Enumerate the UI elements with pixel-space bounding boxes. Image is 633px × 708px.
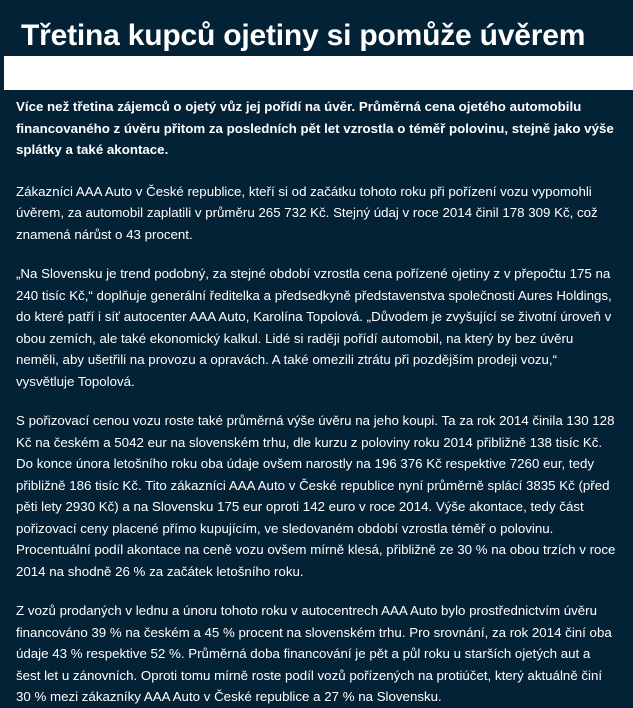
paragraph-4: Z vozů prodaných v lednu a únoru tohoto roku v autocentrech AAA Auto bylo prostřednictvím úvěru financováno 39 % na českém a 45 % procent na slovenském trhu. Pro srovnání, za rok 2014 činí oba údaje 43 % respektive 52 %. Průměrná doba financování je pět a půl roku u starších ojetých aut a šest let u zánovních. Oproti tomu mírně roste podíl vozů pořízených na protiúčet, který aktuálně činí 30 % mezi zákazníky AAA Auto v České republice a 27 % na Slovensku. — [16, 603, 612, 704]
article-body — [16, 96, 616, 708]
paragraph-2: „Na Slovensku je trend podobný, za stejné období vzrostla cena pořízené ojetiny z v přepočtu 175 na 240 tisíc Kč,“ doplňuje generální ředitelka a předsedkyně představenstva společnosti Aures Holdings, do které patří i síť autocenter AAA Auto, Karolína Topolová. „Důvodem je zvyšující se životní úroveň v obou zemích, ale také ekonomický kalkul. Lidé si raději pořídí automobil, na který by bez úvěru neměli, aby ušetřili na provozu a opravách. A také omezili ztrátu při pozdějším prodeji vozu,“ vysvětluje Topolová. — [16, 266, 612, 389]
page-title: Třetina kupců ojetiny si pomůže úvěrem — [21, 19, 586, 52]
paragraph-3: S pořizovací cenou vozu roste také průměrná výše úvěru na jeho koupi. Ta za rok 2014 činila 130 128 Kč na českém a 5042 eur na slovenském trhu, dle kurzu z poloviny roku 2014 přibližně 138 tisíc Kč. Do konce února letošního roku oba údaje ovšem narostly na 196 376 Kč respektive 7260 eur, tedy přibližně 186 tisíc Kč. Tito zákazníci AAA Auto v České republice nyní průměrně splácí 3835 Kč (před pěti lety 2930 Kč) a na Slovensku 175 eur oproti 142 euro v roce 2014. Výše akontace, tedy část pořizovací ceny placené přímo kupujícím, ve sledovaném období vzrostla téměř o polovinu. Procentuální podíl akontace na ceně vozu ovšem mírně klesá, přibližně ze 30 % na obou trzích v roce 2014 na shodně 26 % za začátek letošního roku. — [16, 413, 616, 579]
paragraph-1: Zákazníci AAA Auto v České republice, kteří si od začátku tohoto roku při pořízení vozu vypomohli úvěrem, za automobil zaplatili v průměru 265 732 Kč. Stejný údaj v roce 2014 činil 178 309 Kč, což znamená nárůst o 43 procent. — [16, 183, 598, 242]
lead-paragraph: Více než třetina zájemců o ojetý vůz jej pořídí na úvěr. Průměrná cena ojetého automobilu financovaného z úvěru přitom za posledních pět let vzrostla o téměř polovinu, stejně jako výše splátky a také akontace. — [16, 99, 614, 157]
white-divider-bar — [4, 56, 633, 90]
